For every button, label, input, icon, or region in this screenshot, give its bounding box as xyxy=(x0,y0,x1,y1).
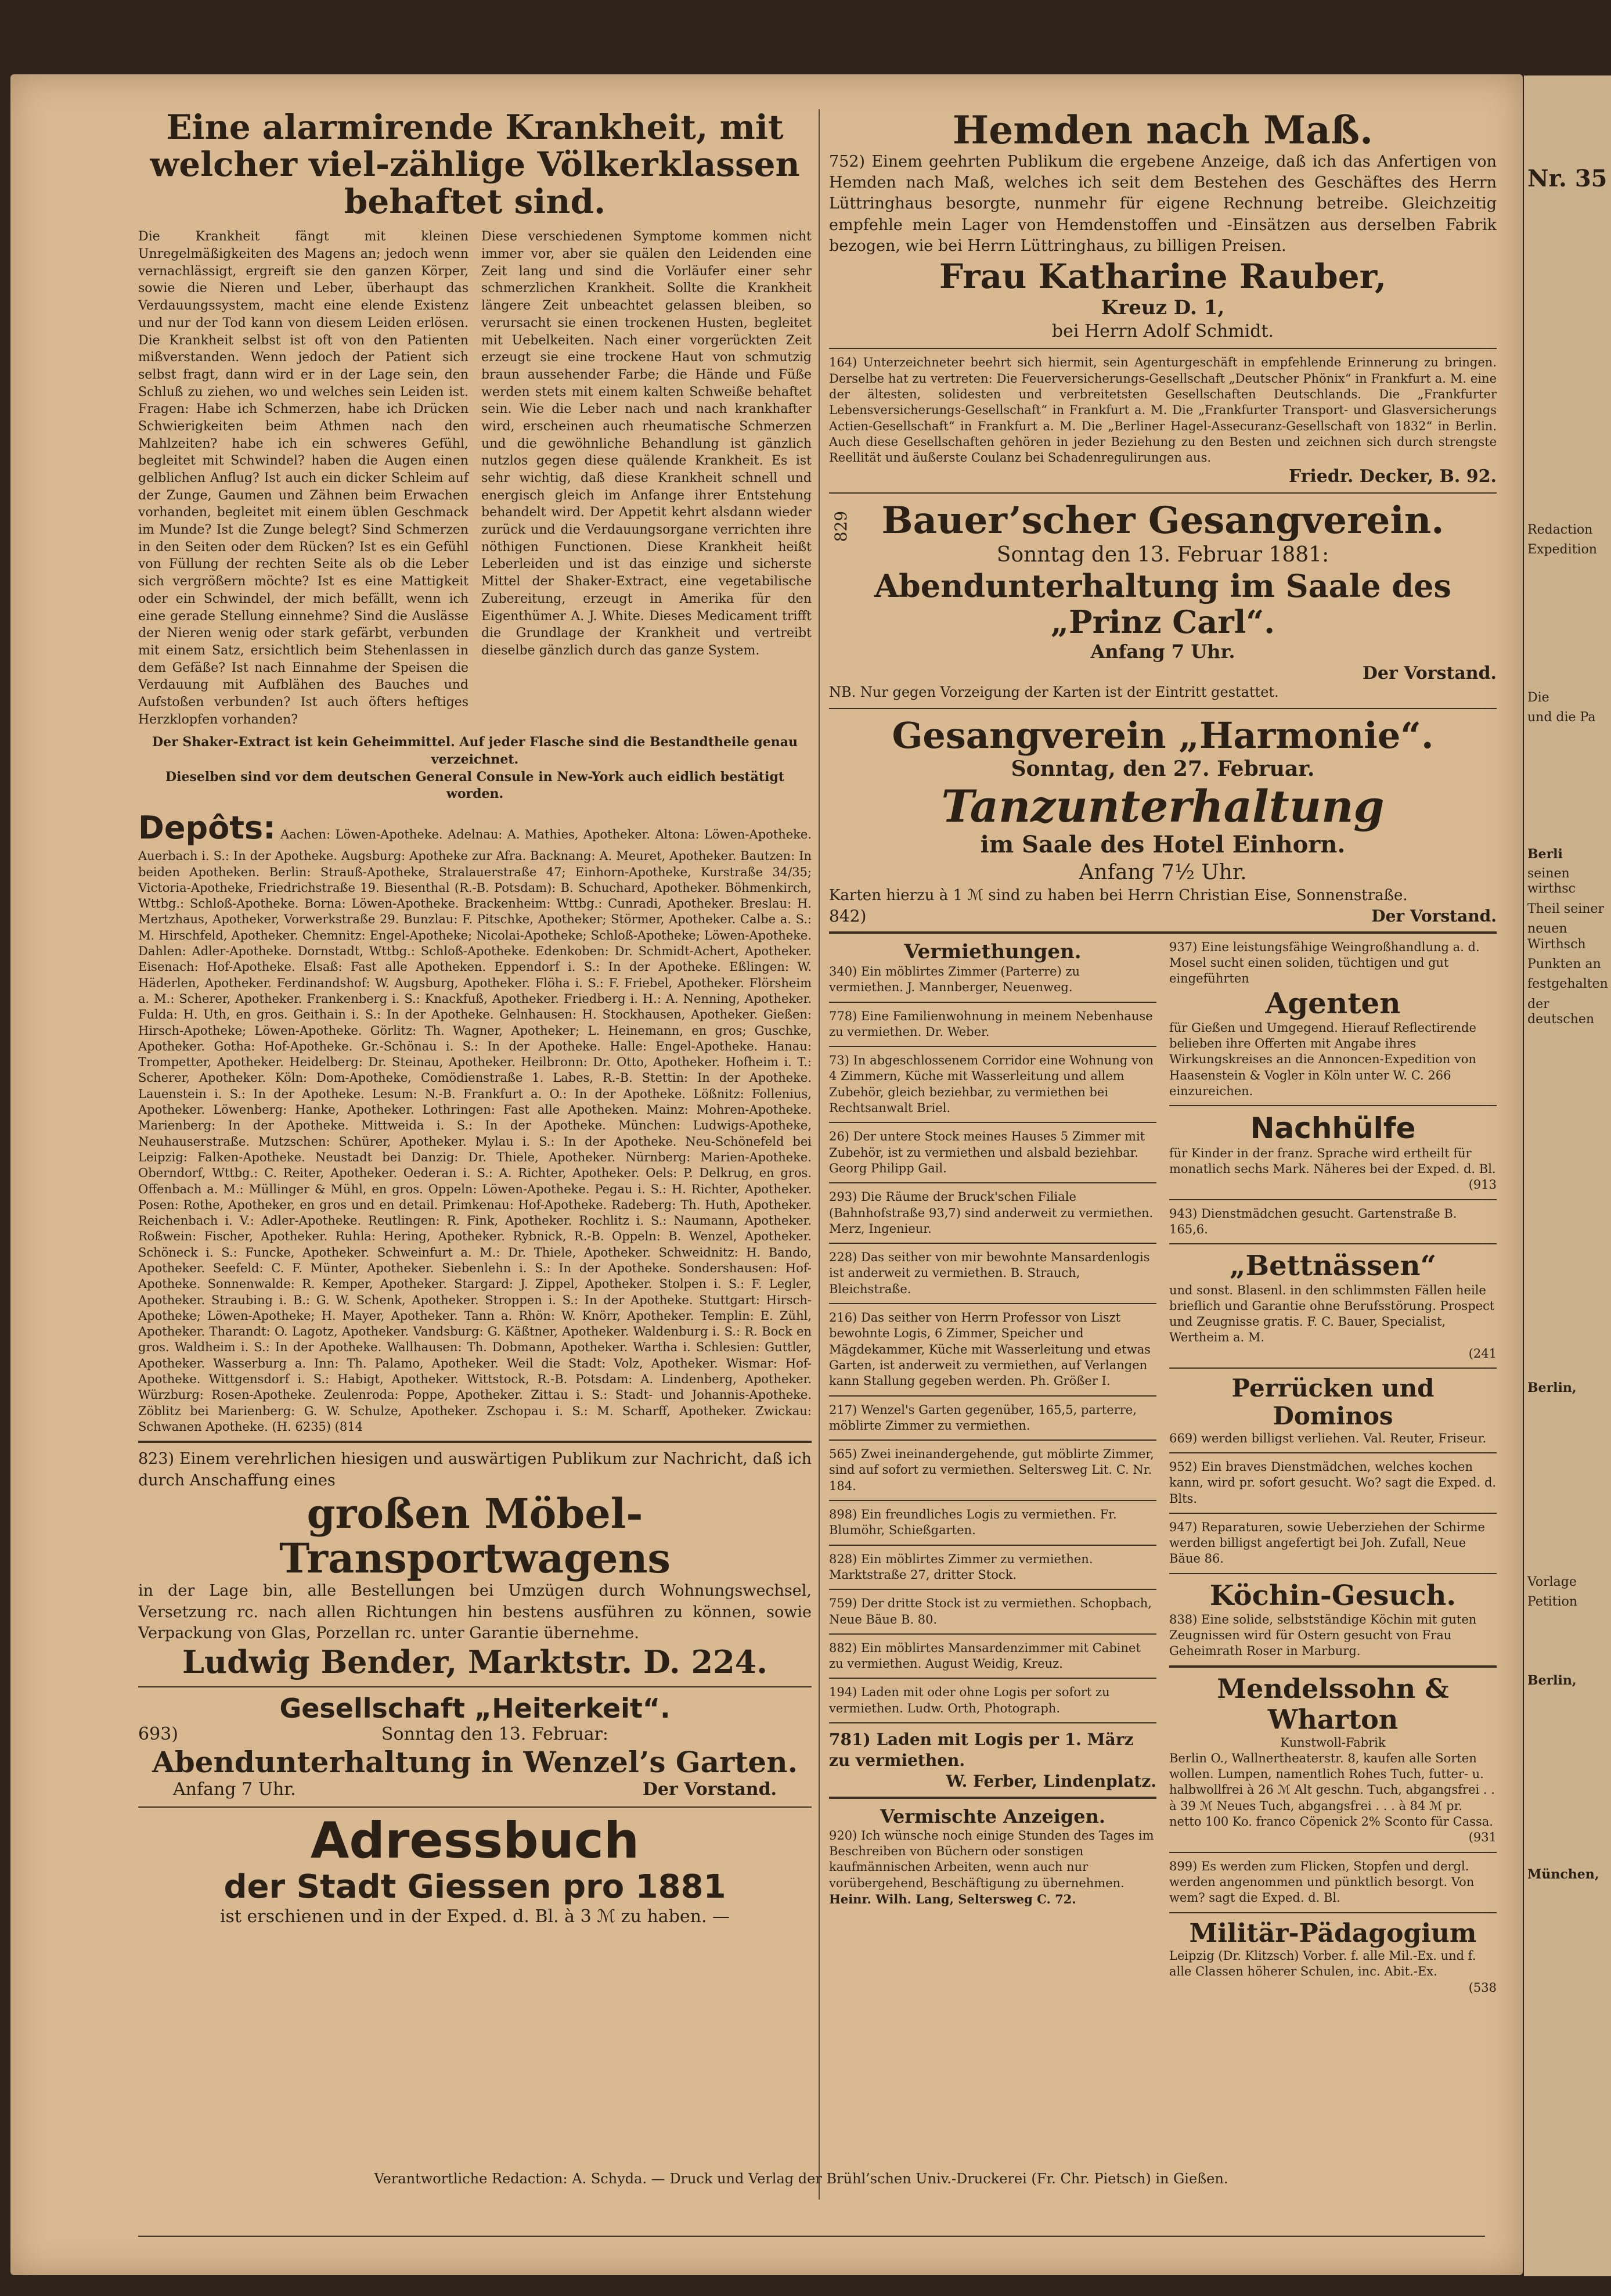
depots-block xyxy=(138,808,812,1435)
bauer-start: Anfang 7 Uhr. xyxy=(1090,640,1235,663)
mendelssohn: Mendelssohn & Wharton xyxy=(1217,1672,1449,1735)
hemden-text: 752) Einem geehrten Publikum die ergebene Anzeige, daß ich das Anfertigen von Hemden nach Maß, welches ich seit dem Bestehen des Geschäftes des Herrn Lüttringhaus besorgte, nunmehr für eigene Rechnung betreibe. Gleichzeitig empfehle mein Lager von Hemdenstoffen und -Einsätzen aus derselben Fabrik bezogen, wie bei Herrn Lüttringhaus, zu billigen Preisen. xyxy=(829,152,1497,255)
krankheit-headline: Eine alarmirende Krankheit, mit welcher viel-zählige Völkerklassen behaftet sind. xyxy=(150,107,800,221)
verm-item: 340) Ein möblirtes Zimmer (Parterre) zu vermiethen. J. Mannberger, Neuenweg. xyxy=(829,965,1080,995)
versicherung-text: 164) Unterzeichneter beehrt sich hiermit, sein Agenturgeschäft in empfehlende Erinnerung zu bringen. Derselbe hat zu vertreten: Die Feuerversicherungs-Gesellschaft „Deutscher Phönix“ in Frankfurt a. M. eine der ältesten, solidesten und verbreitetsten Gesellschaften Deutschlands. Die „Frankfurter Lebensversicherungs-Gesellschaft“ in Frankfurt a. M. Die „Frankfurter Transport- und Glasversicherungs Actien-Gesellschaft“ in Frankfurt a. M. Die „Berliner Hagel-Assecuranz-Gesellschaft von 1832“ in Berlin. Auch diese Gesellschaften gehören in jeder Beziehung zu den Besten und zeichnen sich durch strengste Reellität und äußerste Coulanz bei Schadenregulirungen aus. xyxy=(829,355,1497,465)
edge-text: Die xyxy=(1527,690,1549,705)
perruecken-num: 669) xyxy=(1169,1431,1198,1445)
bettnaessen: „Bettnässen“ xyxy=(1229,1250,1437,1283)
classifieds-left xyxy=(829,940,1156,1996)
verm-item: 26) Der untere Stock meines Hauses 5 Zimmer mit Zubehör, ist zu vermiethen und alsbald beziehbar. Georg Philipp Gail. xyxy=(829,1129,1145,1175)
edge-text: Berli xyxy=(1527,846,1563,862)
laden-text: 781) Laden mit Logis per 1. März zu vermiethen. xyxy=(829,1729,1134,1770)
depots-num: (814 xyxy=(334,1419,363,1434)
depots-text: Aachen: Löwen-Apotheke. Adelnau: A. Mathies, Apotheker. Altona: Löwen-Apotheke. Auerbach i. S.: In der Apotheke. Augsburg: Apotheke zur Afra. Backnang: A. Meuret, Apotheker. Bautzen: In beiden Apotheken. Berlin: Strauß-Apotheke, Stralauerstraße 47; Einhorn-Apotheke, Kurstraße 34/35; Victoria-Apotheke, Friedrichstraße 19. Biesenthal (R.-B. Potsdam): B. Schuchard, Apotheker. Böhmenkirch, Wttbg.: Schloß-Apotheke. Borna: Löwen-Apotheke. Brackenheim: Wttbg.: Cunradi, Apotheker. Breslau: H. Mertzhaus, Apotheker, Vorwerkstraße 29. Bunzlau: F. Pitschke, Apotheker; Störmer, Apotheker. Calbe a. S.: M. Hirschfeld, Apotheker. Chemnitz: Engel-Apotheke; Nicolai-Apotheke; Schloß-Apotheke; Löwen-Apotheke. Dahlen: Adler-Apotheke. Dornstadt, Wttbg.: Schloß-Apotheke. Edenkoben: Dr. Schmidt-Achert, Apotheker. Eisenach: Hof-Apotheke. Elsaß: Fast alle Apotheken. Eppendorf i. S.: In der Apotheke. Eßlingen: W. Häderlen, Apotheker. Ferdinandshof: W. Augsburg, Apotheker. Flöha i. S.: F. Friebel, Apotheker. Flörsheim a. M.: Scherer, Apotheker. Frankenberg i. S.: Knackfuß, Apotheker. Friedberg i. H.: A. Nenning, Apotheker. Fulda: H. Uth, en gros. Geithain i. S.: In der Apotheke. Gelnhausen: H. Stockhausen, Apotheker. Gießen: Hirsch-Apotheke; Löwen-Apotheke. Görlitz: Th. Wagner, Apotheker; L. Heinemann, en gros; Guschke, Apotheker. Gotha: Hof-Apotheke. Gr.-Schönau i. S.: In der Apotheke. Halle: Engel-Apotheke. Hanau: Trompetter, Apotheker. Heidelberg: Dr. Steinau, Apotheker. Heilbronn: Dr. Otto, Apotheker. Hofheim i. T.: Scherer, Apotheker. Köln: Dom-Apotheke, Comödienstraße 1. Labes, R.-B. Stettin: In der Apotheke. Lauenstein i. S.: In der Apotheke. Lesum: N.-B. Frankfurt a. O.: In der Apotheke. Lößnitz: Follenius, Apotheker. Löwenberg: Hanke, Apotheker. Lothringen: Fast alle Apotheken. Mainz: Mohren-Apotheke. Marienberg: In der Apotheke. Mittweida i. S.: In der Apotheke. München: Ludwigs-Apotheke, Neuhauserstraße. Mutzschen: Schürer, Apotheker. Mylau i. S.: In der Apotheke. Neu-Schönefeld bei Leipzig: Falken-Apotheke. Neustadt bei Danzig: Dr. Thiele, Apotheker. Nürnberg: Marien-Apotheke. Oberndorf, Wttbg.: C. Reiter, Apotheker. Oederan i. S.: A. Richter, Apotheker. Oels: P. Delkrug, en gros. Offenbach a. M.: Müllinger & Mühl, en gros. Oppeln: Löwen-Apotheke. Pegau i. S.: H. Richter, Apotheker. Posen: Rothe, Apotheker, en gros und en detail. Primkenau: Hof-Apotheke. Radeberg: Th. Huth, Apotheker. Reichenbach i. V.: Adler-Apotheke. Reutlingen: R. Fink, Apotheker. Rochlitz i. S.: Naumann, Apotheker. Roßwein: Fischer, Apotheker. Ruhla: Hering, Apotheker. Rybnick, R.-B. Oppeln: B. Wenzel, Apotheker. Schöneck i. S.: Funcke, Apotheker. Schweinfurt a. M.: Dr. Thiele, Apotheker. Schweidnitz: H. Bando, Apotheker. Seefeld: C. F. Münter, Apotheker. Siebenlehn i. S.: In der Apotheke. Sondershausen: Hof-Apotheke. Sonnenwalde: R. Kemper, Apotheker. Stargard: J. Zippel, Apotheker. Stolpen i. S.: F. Legler, Apotheker. Straubing i. B.: G. W. Schenk, Apotheker. Stroppen i. S.: In der Apotheke. Stuttgart: Hirsch-Apotheke; Löwen-Apotheke; H. Mayer, Apotheker. Tann a. Rhön: W. Knörr, Apotheker. Templin: E. Zühl, Apotheker. Tharandt: O. Lagotz, Apotheker. Vandsburg: G. Käßtner, Apotheker. Waldenburg i. S.: R. Bock en gros. Waldheim i. S.: In der Apotheke. Wallhausen: Th. Dobmann, Apotheker. Wartha i. Schlesien: Guttler, Apotheker. Wasserburg a. Inn: Th. Palamo, Apotheker. Weil die Stadt: Volz, Apotheker. Wismar: Hof-Apotheke. Wittgensdorf i. S.: Habigt, Apotheker. Wittstock, R.-B. Potsdam: A. Lindenberg, Apotheker. Würzburg: Rosen-Apotheke. Zeulenroda: Poppe, Apotheker. Zittau i. S.: Stadt- und Johannis-Apotheke. Zöblitz bei Marienberg: G. W. Schulze, Apotheker. Zschopau i. S.: M. Scharff, Apotheker. Zwickau: Schwanen Apotheke. xyxy=(138,827,812,1434)
verm-item: 828) Ein möblirtes Zimmer zu vermiethen. Marktstraße 27, dritter Stock. xyxy=(829,1552,1093,1582)
bettnaessen-num: (241 xyxy=(1468,1346,1497,1361)
harmonie-num: 842) xyxy=(829,906,867,926)
bauer-date: Sonntag den 13. Februar 1881: xyxy=(996,543,1329,567)
moebel-headline: großen Möbel-Transportwagens xyxy=(279,1489,671,1583)
schirme-text: 947) Reparaturen, sowie Ueberziehen der Schirme werden billigst angefertigt bei Joh. Zufall, Neue Bäue 86. xyxy=(1169,1520,1485,1566)
edge-text: festgehalten xyxy=(1527,977,1608,992)
edge-text: Berlin, xyxy=(1527,1380,1577,1396)
agenten: Agenten xyxy=(1265,986,1401,1021)
verm-item: 565) Zwei ineinandergehende, gut möblirte Zimmer, sind auf sofort zu vermiethen. Seltersweg Lit. C. Nr. 184. xyxy=(829,1447,1154,1493)
classifieds-right xyxy=(1169,940,1497,1996)
next-page-edge xyxy=(1524,75,1611,2276)
bauer-event: Abendunterhaltung im Saale des „Prinz Carl“. xyxy=(874,567,1451,641)
koechin-text: 838) Eine solide, selbstständige Köchin mit guten Zeugnissen wird für Ostern gesucht von Frau Geheimrath Roser in Marburg. xyxy=(1169,1612,1477,1658)
edge-text: Petition xyxy=(1527,1595,1578,1610)
heiterkeit-date-row xyxy=(138,1723,812,1746)
harmonie-date: Sonntag, den 27. Februar. xyxy=(1011,756,1315,781)
hemden-addr: Kreuz D. 1, xyxy=(1101,296,1225,320)
nachhuelfe-text: für Kinder in der franz. Sprache wird ertheilt für monatlich sechs Mark. Näheres bei der Exped. d. Bl. xyxy=(1169,1146,1496,1176)
edge-text: der deutschen xyxy=(1527,996,1595,1027)
mendelssohn-text: Berlin O., Wallnertheaterstr. 8, kaufen alle Sorten wollen. Lumpen, namentlich Rohes Tuch, futter- u. halbwollfrei à 26 ℳ Alt geschn. Tuch, abgangsfrei . . à 39 ℳ Neues Tuch, abgangsfrei . . . à 84 ℳ pr. netto 100 Ko. franco Cöpenick 2% Sconto für Cassa. xyxy=(1169,1751,1495,1829)
edge-text: Nr. 35 xyxy=(1527,165,1608,192)
bauer-sig: Der Vorstand. xyxy=(1362,663,1497,684)
hemden-name: Frau Katharine Rauber, xyxy=(939,256,1387,296)
column-divider xyxy=(819,109,820,2200)
harmonie-event: Tanzunterhaltung xyxy=(941,780,1385,832)
krankheit-para-b: Diese verschiedenen Symptome kommen nicht immer vor, aber sie quälen den Leidenden eine Zeit lang und sind die Vorläufer einer sehr schmerzlichen Krankheit. Sollte die Krankheit längere Zeit unbeachtet gelassen bleiben, so verursacht sie einen trockenen Husten, begleitet mit Uebelkeiten. Nach einer vorgerückten Zeit erzeugt sie eine trockene Haut von schmutzig braun aussehender Farbe; die Hände und Füße werden stets mit einem kalten Schweiße behaftet sein. Wie die Leber nach und nach krankhafter wird, erscheinen auch rheumatische Schmerzen und die gewöhnliche Behandlung ist gänzlich nutzlos gegen diese quälende Krankheit. Es ist sehr wichtig, daß diese Krankheit schnell und energisch gleich im Anfange ihrer Entstehung behandelt wird. Der Appetit kehrt alsdann wieder zurück und die Verdauungsorgane verrichten ihre nöthigen Functionen. Diese Krankheit heißt Leberleiden und ist das einzige und sicherste Mittel der Shaker-Extract, eine vegetabilische Zubereitung, erzeugt in Amerika für den Eigenthümer A. J. White. Dieses Medicament trifft die Grundlage der Krankheit und vertreibt dieselbe gänzlich durch das ganze System. xyxy=(481,229,812,658)
perruecken-row xyxy=(1169,1431,1497,1446)
verm-item: 73) In abgeschlossenem Corridor eine Wohnung von 4 Zimmern, Küche mit Wasserleitung und allem Zubehör, gleich beziehbar, zu vermiethen bei Rechtsanwalt Briel. xyxy=(829,1053,1154,1115)
adressbuch-title: Adressbuch xyxy=(310,1811,640,1870)
bettnaessen-text: und sonst. Blasenl. in den schlimmsten Fällen heile brieflich und Garantie ohne Berufsstörung. Prospect und Zeugnisse gratis. F. C. Bauer, Specialist, Wertheim a. M. xyxy=(1169,1283,1495,1345)
perruecken: Perrücken und Dominos xyxy=(1231,1374,1435,1431)
edge-text: seinen wirthsc xyxy=(1527,866,1576,897)
nachhuelfe: Nachhülfe xyxy=(1250,1111,1416,1146)
adressbuch-sub: der Stadt Giessen pro 1881 xyxy=(224,1867,726,1906)
classifieds xyxy=(829,940,1497,1996)
depots-word: Depôts: xyxy=(138,809,276,847)
shaker-line: Der Shaker-Extract ist kein Geheimmittel. Auf jeder Flasche sind die Bestandtheile genau verzeichnet. xyxy=(152,735,798,768)
versicherung-sig: Friedr. Decker, B. 92. xyxy=(1288,466,1497,487)
moebel-intro: 823) Einem verehrlichen hiesigen und auswärtigen Publikum zur Nachricht, daß ich durch Anschaffung eines xyxy=(138,1450,812,1489)
depots-ref: (H. 6235) xyxy=(272,1419,331,1434)
edge-text: Berlin, xyxy=(1527,1672,1577,1688)
edge-text: München, xyxy=(1527,1867,1599,1883)
vermischte-sig: Heinr. Wilh. Lang, Seltersweg C. 72. xyxy=(829,1891,1076,1906)
braves-text: 952) Ein braves Dienstmädchen, welches kochen kann, wird pr. sofort gesucht. Wo? sagt die Exped. d. Blts. xyxy=(1169,1459,1497,1506)
edge-text: Redaction xyxy=(1527,523,1593,537)
moebel-text: in der Lage bin, alle Bestellungen bei Umzügen durch Wohnungswechsel, Versetzung rc. nach allen Richtungen hin bestens ausführen zu können, sowie Verpackung von Glas, Porzellan rc. unter Garantie übernehme. xyxy=(138,1582,812,1642)
imprint-footer: Verantwortliche Redaction: A. Schyda. — Druck und Verlag der Brühl’schen Univ.-Druckerei (Fr. Chr. Pietsch) in Gießen. xyxy=(374,2171,1228,2187)
laden-sig: W. Ferber, Lindenplatz. xyxy=(946,1771,1156,1791)
verm-item: 217) Wenzel's Garten gegenüber, 165,5, parterre, möblirte Zimmer zu vermiethen. xyxy=(829,1402,1137,1433)
perruecken-text: werden billigst verliehen. Val. Reuter, Friseur. xyxy=(1201,1431,1487,1445)
right-column xyxy=(829,109,1497,1996)
militaer: Militär-Pädagogium xyxy=(1189,1918,1477,1948)
militaer-text: Leipzig (Dr. Klitzsch) Vorber. f. alle Mil.-Ex. und f. alle Classen höherer Schulen, inc. Abit.-Ex. xyxy=(1169,1949,1476,1979)
verm-item: 216) Das seither von Herrn Professor von Liszt bewohnte Logis, 6 Zimmer, Speicher und Mägdekammer, Küche mit Wasserleitung und etwas Garten, ist anderweit zu vermiethen, auf Verlangen kann Stallung gegeben werden. Ph. Größer I. xyxy=(829,1311,1151,1388)
heiterkeit-start: Anfang 7 Uhr. xyxy=(173,1779,296,1800)
verm-item: 898) Ein freundliches Logis zu vermiethen. Fr. Blumöhr, Schießgarten. xyxy=(829,1507,1117,1538)
agenten-text: für Gießen und Umgegend. Hierauf Reflectirende belieben ihre Offerten mit Angabe ihres Wirkungskreises an die Annoncen-Expedition von Haasenstein & Vogler in Köln unter W. C. 266 einzureichen. xyxy=(1169,1020,1476,1099)
vermischte-text: 920) Ich wünsche noch einige Stunden des Tages im Beschreiben von Büchern oder sonstigen kaufmännischen Arbeiten, wenn auch nur vorübergehend, Beschäftigung zu übernehmen. xyxy=(829,1828,1154,1890)
flicken-text: 899) Es werden zum Flicken, Stopfen und dergl. werden angenommen und pünktlich besorgt. Von wem? sagt die Exped. d. Bl. xyxy=(1169,1859,1475,1905)
consul-line: Dieselben sind vor dem deutschen General Consule in New-York auch eidlich bestätigt worden. xyxy=(165,769,784,802)
heiterkeit-date: Sonntag den 13. Februar: xyxy=(381,1724,609,1745)
heiterkeit-event: Abendunterhaltung in Wenzel’s Garten. xyxy=(152,1744,798,1779)
verm-item: 882) Ein möblirtes Mansardenzimmer mit Cabinet zu vermiethen. August Weidig, Kreuz. xyxy=(829,1640,1141,1671)
edge-text: und die Pa xyxy=(1527,710,1596,725)
heiterkeit-title: Gesellschaft „Heiterkeit“. xyxy=(279,1692,671,1724)
mendelssohn-sub: Kunstwoll-Fabrik xyxy=(1280,1735,1386,1750)
nachhuelfe-num: (913 xyxy=(1468,1178,1497,1192)
hemden-addr2: bei Herrn Adolf Schmidt. xyxy=(1051,321,1274,341)
heiterkeit-footer xyxy=(138,1779,812,1801)
bauer-nb: NB. Nur gegen Vorzeigung der Karten ist der Eintritt gestattet. xyxy=(829,684,1279,701)
koechin: Köchin-Gesuch. xyxy=(1209,1579,1457,1612)
bender-name: Ludwig Bender, Marktstr. D. 224. xyxy=(182,1643,768,1681)
harmonie-start: Anfang 7½ Uhr. xyxy=(1079,861,1247,885)
left-column xyxy=(138,109,812,1927)
militaer-num: (538 xyxy=(1468,1980,1497,1995)
edge-text: Punkten an xyxy=(1527,956,1601,971)
harmonie-sig: Der Vorstand. xyxy=(1371,906,1497,926)
adressbuch-text: ist erschienen und in der Exped. d. Bl. à 3 ℳ zu haben. — xyxy=(219,1906,730,1927)
heiterkeit-sig: Der Vorstand. xyxy=(642,1779,777,1800)
verm-item: 778) Eine Familienwohnung in meinem Nebenhause zu vermiethen. Dr. Weber. xyxy=(829,1009,1153,1039)
edge-text: Vorlage xyxy=(1527,1574,1577,1589)
verm-item: 293) Die Räume der Bruck'schen Filiale (Bahnhofstraße 93,7) sind anderweit zu vermiethen. Merz, Ingenieur. xyxy=(829,1190,1154,1236)
wein-text: 937) Eine leistungsfähige Weingroßhandlung a. d. Mosel sucht einen soliden, tüchtigen und gut eingeführten xyxy=(1169,940,1480,986)
harmonie-title: Gesangverein „Harmonie“. xyxy=(892,714,1434,757)
krankheit-article xyxy=(138,228,812,728)
verm-title: Vermiethungen. xyxy=(904,940,1082,963)
edge-text: Expedition xyxy=(1527,542,1597,557)
harmonie-karten: Karten hierzu à 1 ℳ sind zu haben bei Herrn Christian Eise, Sonnenstraße. xyxy=(829,887,1408,905)
dienst-text: 943) Dienstmädchen gesucht. Gartenstraße B. 165,6. xyxy=(1169,1206,1457,1237)
harmonie-place: im Saale des Hotel Einhorn. xyxy=(980,831,1346,859)
newspaper-page xyxy=(10,74,1523,2275)
edge-text: neuen Wirthsch xyxy=(1527,922,1586,952)
krankheit-para-a: Die Krankheit fängt mit kleinen Unregelmäßigkeiten des Magens an; jedoch wenn vernachlässigt, ergreift sie den ganzen Körper, sowie die Nieren und Leber, überhaupt das Verdauungssystem, macht eine elende Existenz und nur der Tod kann von diesem Leiden erlösen. Die Krankheit selbst ist oft von den Patienten mißverstanden. Wenn jedoch der Patient sich selbst fragt, dann wird er in der Lage sein, den Schluß zu ziehen, wo und welches sein Leiden ist. Fragen: Habe ich Schmerzen, habe ich Drücken Schwierigkeiten beim Athmen nach den Mahlzeiten? habe ich ein schweres Gefühl, begleitet mit Schwindel? haben die Augen einen gelblichen Anflug? Ist auch ein dicker Schleim auf der Zunge, Gaumen und Zähnen beim Erwachen vorhanden, begleitet mit einem üblen Geschmack im Munde? Ist die Zunge belegt? Sind Schmerzen in den Seiten oder dem Rücken? Ist es ein Gefühl von Füllung der rechten Seite als ob die Leber sich vergrößern möchte? Ist es eine Mattigkeit oder ein Schwindel, der mich befällt, wenn ich eine gerade Stellung einnehme? Sind die Auslässe der Nieren wenig oder stark gefärbt, verbunden mit einem Satz, ersichtlich beim Stehenlassen in dem Gefäße? Ist nach Einnahme der Speisen die Verdauung mit Aufblähen des Bauches und Aufstoßen verbunden? Ist auch öfters heftiges Herzklopfen vorhanden? xyxy=(138,229,468,727)
bauer-block xyxy=(829,499,1497,702)
verm-item: 228) Das seither von mir bewohnte Mansardenlogis ist anderweit zu vermiethen. B. Strauch, Bleichstraße. xyxy=(829,1250,1150,1296)
bauer-title: Bauer’scher Gesangverein. xyxy=(881,498,1444,542)
heiterkeit-num: 693) xyxy=(138,1724,178,1745)
hemden-title: Hemden nach Maß. xyxy=(952,107,1374,153)
vermischte-title: Vermischte Anzeigen. xyxy=(880,1805,1106,1827)
edge-text: Theil seiner xyxy=(1527,901,1604,916)
verm-item: 759) Der dritte Stock ist zu vermiethen. Schopbach, Neue Bäue B. 80. xyxy=(829,1596,1152,1626)
bauer-num: 829 xyxy=(831,510,851,542)
mendelssohn-num: (931 xyxy=(1468,1830,1497,1845)
verm-item: 194) Laden mit oder ohne Logis per sofort zu vermiethen. Ludw. Orth, Photograph. xyxy=(829,1685,1110,1715)
harmonie-footer xyxy=(829,906,1497,926)
